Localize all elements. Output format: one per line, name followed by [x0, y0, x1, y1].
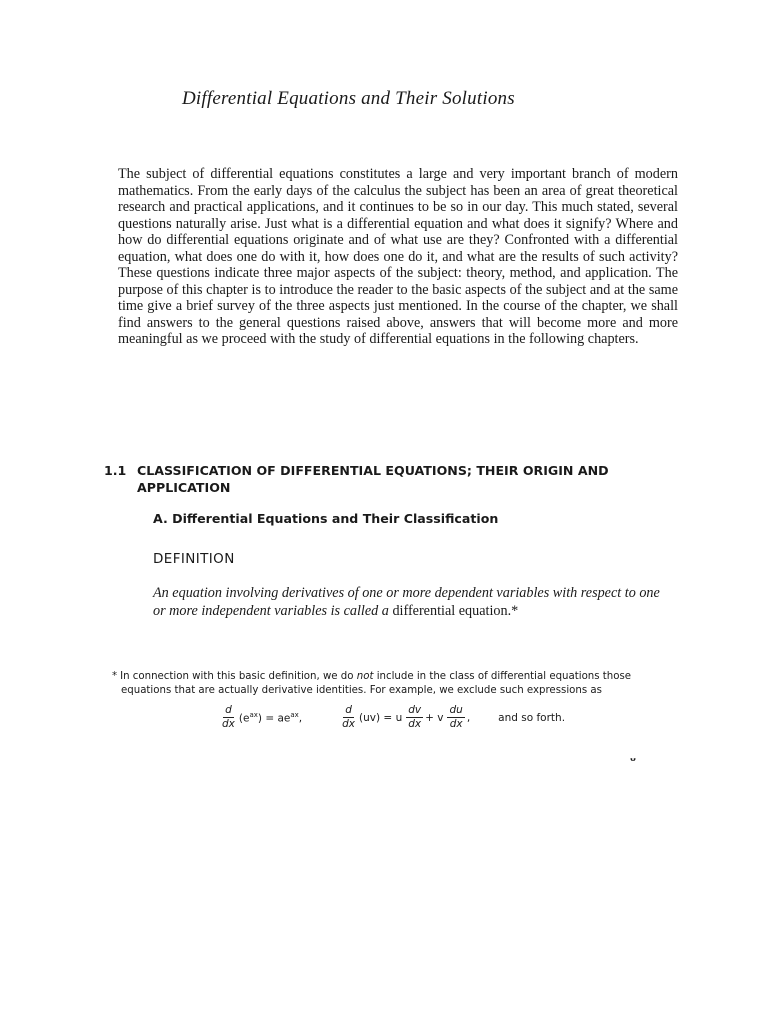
formula2-body: (uv) = u	[359, 711, 403, 724]
formula1-expression	[239, 711, 302, 725]
footnote-emphasis: not	[356, 671, 374, 682]
footnote	[112, 670, 672, 698]
footnote-marker: *	[112, 671, 118, 682]
subsection-heading: A. Differential Equations and Their Classification	[153, 511, 499, 526]
footnote-line2: equations that are actually derivative identities. For example, we exclude such expressions as	[121, 685, 602, 696]
formula1-exp2: ax	[290, 710, 299, 719]
formula1-den: dx	[222, 718, 235, 730]
formula2-dx1: dx	[408, 718, 422, 730]
formula1-eq: ) = ae	[257, 712, 291, 725]
section-title: CLASSIFICATION OF DIFFERENTIAL EQUATIONS; THEIR ORIGIN AND APPLICATION	[137, 463, 609, 495]
formula2-dx2: dx	[449, 718, 463, 730]
formula2-derivative	[340, 704, 357, 731]
definition-term: differential equation.*	[392, 603, 519, 619]
footnote-trailing: and so forth.	[498, 711, 566, 724]
formula2-num: d	[345, 704, 352, 716]
formula2-plus: + v	[425, 711, 444, 724]
formula2-end: ,	[466, 711, 471, 724]
intro-paragraph: The subject of differential equations constitutes a large and very important branch of modern mathematics. From the early days of the calculus the subject has been an area of great theoretical research and practical applications, and it continues to be so in our day. This much stated, several questions naturally arise. Just what is a differential equation and what does it signify? Where and how do differential equations originate and of what use are they? Confronted with a differential equation, what does one do with it, how does one do it, and what are the results of such activity? These questions indicate three major aspects of the subject: theory, method, and application. The purpose of this chapter is to introduce the reader to the basic aspects of the subject and at the same time give a brief survey of the three aspects just mentioned. In the course of the chapter, we shall find answers to the general questions raised above, answers that will become more and more meaningful as we proceed with the study of differential equations in the following chapters.	[118, 166, 678, 347]
footnote-formulas	[218, 704, 565, 731]
formula2-frac-du	[447, 704, 464, 731]
section-heading	[104, 462, 644, 496]
formula2-du: du	[449, 704, 463, 716]
formula2-frac-dv	[406, 704, 423, 731]
section-number: 1.1	[104, 463, 127, 478]
footnote-line1-b: include in the class of differential equations those	[376, 671, 632, 682]
formula1-num: d	[225, 704, 232, 716]
footnote-line1-a: In connection with this basic definition, we do	[120, 671, 354, 682]
page-mark: ᴗ	[630, 750, 636, 764]
definition-label: DEFINITION	[153, 551, 235, 567]
definition-text	[153, 584, 673, 620]
chapter-title: Differential Equations and Their Solutions	[182, 88, 515, 109]
definition-body: An equation involving derivatives of one or more dependent variables with respect to one or more independent variables is called a	[153, 585, 660, 619]
formula2-dv: dv	[408, 704, 422, 716]
formula1-exp: ax	[249, 710, 258, 719]
formula1-end: ,	[298, 712, 303, 725]
formula2-den: dx	[342, 718, 356, 730]
formula1-body: (e	[238, 712, 250, 725]
formula1-derivative	[220, 704, 237, 731]
